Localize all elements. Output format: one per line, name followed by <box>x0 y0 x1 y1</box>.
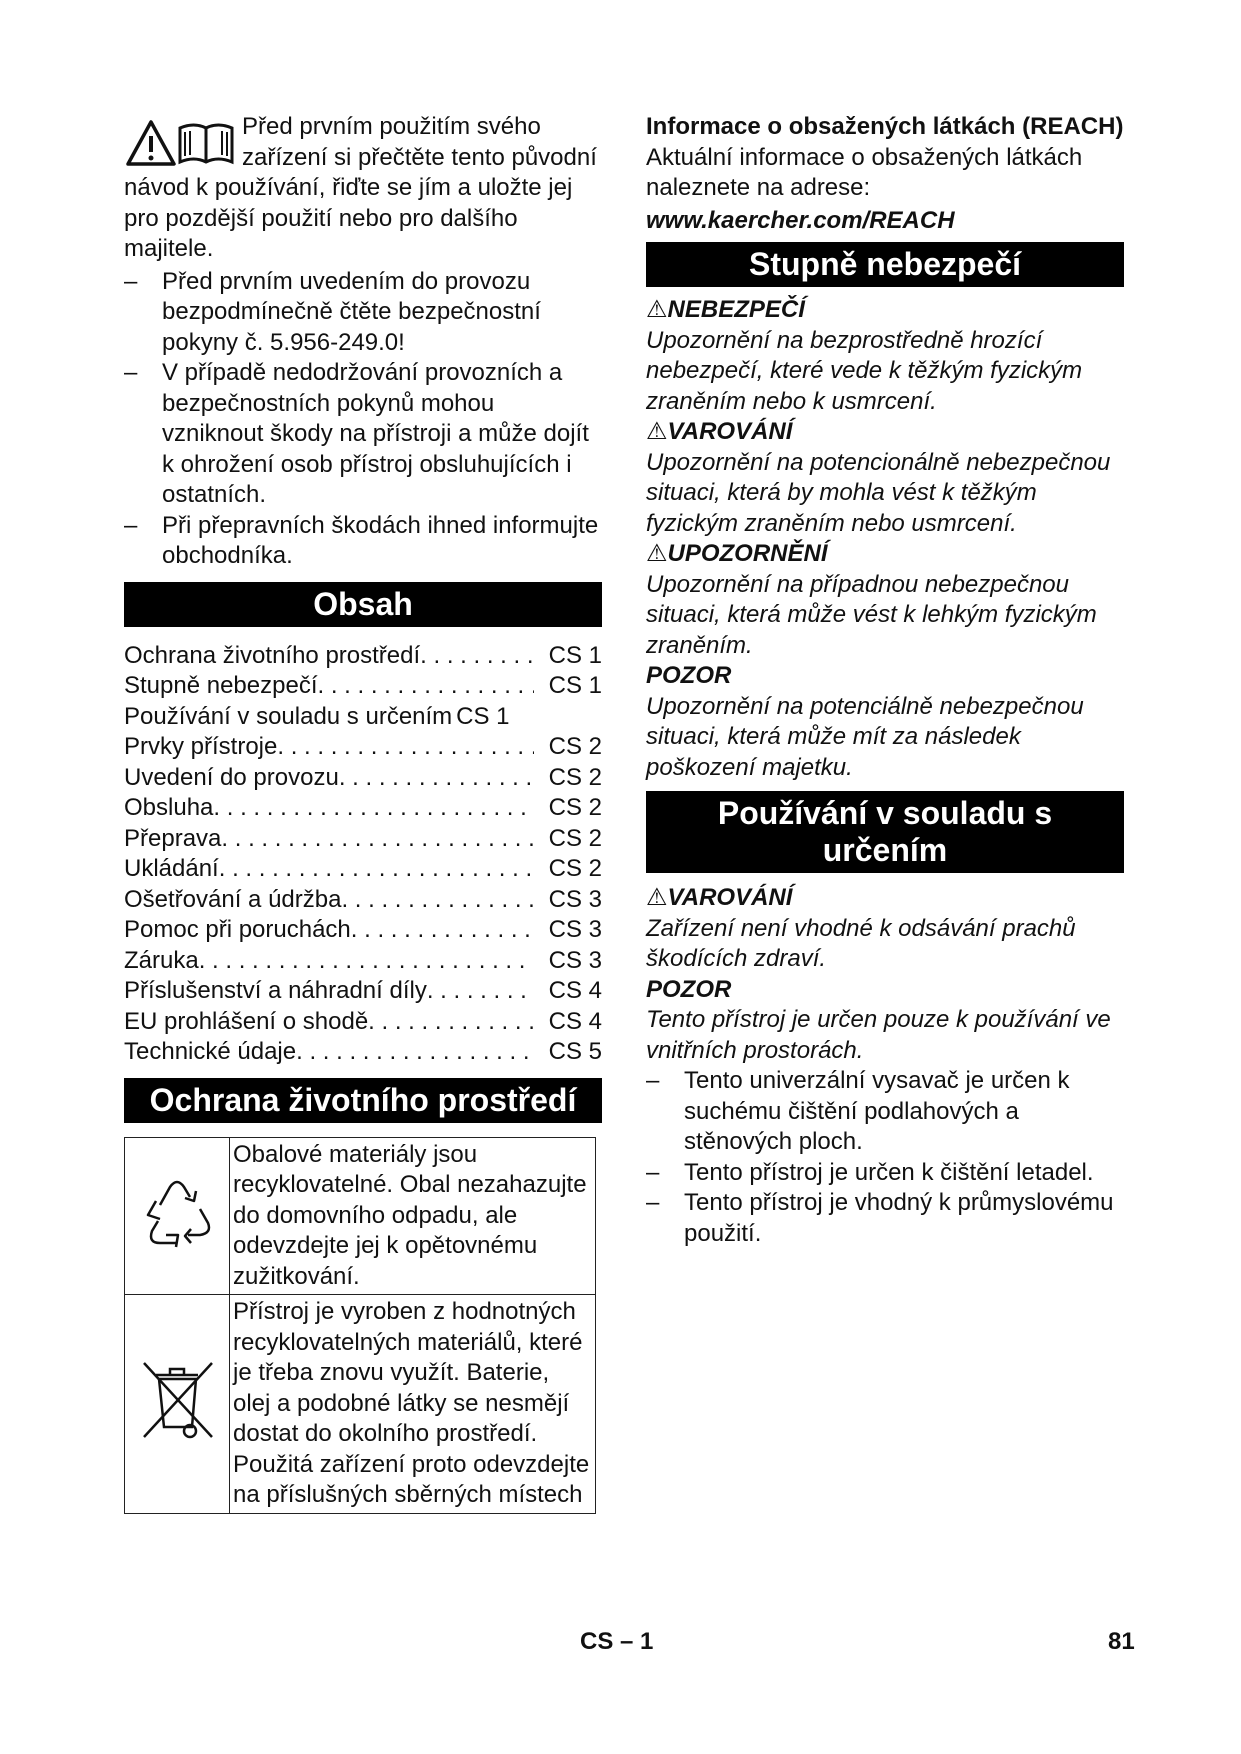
toc-title: EU prohlášení o shodě <box>124 1007 369 1035</box>
toc-page: CS 1 <box>456 702 510 730</box>
toc-page: CS 5 <box>548 1038 602 1065</box>
toc-entry[interactable] <box>124 793 602 824</box>
toc-title: Technické údaje <box>124 1038 297 1065</box>
toc-leader <box>339 763 534 794</box>
toc-page: CS 3 <box>548 946 602 974</box>
toc-leader <box>368 1007 534 1038</box>
danger-level-notice <box>646 661 1124 783</box>
table-row <box>125 1137 596 1295</box>
signal-word: UPOZORNĚNÍ <box>667 540 828 567</box>
toc-page: CS 1 <box>548 672 602 699</box>
warning-triangle-icon: ⚠ <box>646 884 668 911</box>
toc-leader <box>420 641 534 672</box>
toc-page: CS 3 <box>548 885 602 913</box>
toc-leader <box>221 824 534 855</box>
toc-page: CS 2 <box>548 824 602 852</box>
toc-entry[interactable] <box>124 671 602 702</box>
signal-description: Tento přístroj je určen pouze k používání ve vnitřních prostorách. <box>646 1006 1111 1064</box>
signal-word: POZOR <box>646 975 732 1003</box>
danger-levels-heading: Stupně nebezpečí <box>646 242 1124 287</box>
section-page: – 1 <box>620 1628 654 1655</box>
toc-leader <box>341 885 534 916</box>
toc-leader <box>219 854 534 885</box>
signal-description: Upozornění na potenciálně nebezpečnou situaci, která může mít za následek poškození majetku. <box>646 692 1084 781</box>
disposal-text: Přístroj je vyroben z hodnotných recyklovatelných materiálů, které je třeba znovu využít. Baterie, olej a podobné látky se nesmějí dostat do okolního prostředí. Použitá zařízení proto odevzdejte na příslušných sběrných místech <box>230 1295 596 1514</box>
toc-title: Příslušenství a náhradní díly <box>124 977 427 1004</box>
toc-title: Pomoc při poruchách <box>124 916 351 943</box>
icon-cell <box>125 1295 230 1514</box>
toc-title: Ukládání <box>124 855 219 882</box>
signal-word: VAROVÁNÍ <box>667 884 793 911</box>
toc-entry[interactable] <box>124 976 602 1007</box>
toc-entry[interactable] <box>124 824 602 855</box>
warning-and-manual-icon <box>124 116 236 168</box>
toc-leader <box>213 793 534 824</box>
intro-bullet-list <box>124 267 602 572</box>
toc-leader <box>351 915 534 946</box>
icon-cell <box>125 1137 230 1295</box>
toc-entry[interactable] <box>124 641 602 672</box>
toc-leader <box>199 946 534 977</box>
danger-level-warning <box>646 417 1124 539</box>
right-column <box>646 112 1124 1249</box>
toc-page: CS 1 <box>548 641 602 669</box>
intro-block <box>124 112 602 265</box>
signal-description: Upozornění na případnou nebezpečnou situaci, která může vést k lehkým fyzickým zraněním. <box>646 570 1097 659</box>
signal-description: Upozornění na potencionálně nebezpečnou situaci, která by mohla vést k těžkým fyzickým zraněním nebo usmrcení. <box>646 448 1111 537</box>
danger-level-danger <box>646 295 1124 417</box>
warning-triangle-icon: ⚠ <box>646 540 668 567</box>
toc-title: Ochrana životního prostředí <box>124 641 421 669</box>
warning-triangle-icon: ⚠ <box>646 418 668 445</box>
toc-entry[interactable] <box>124 915 602 946</box>
toc-page: CS 2 <box>548 733 602 760</box>
recycling-icon <box>130 1165 224 1259</box>
toc-page: CS 3 <box>548 916 602 943</box>
left-column <box>124 112 602 1514</box>
toc-title: Ošetřování a údržba <box>124 885 342 913</box>
warning-triangle-icon: ⚠ <box>646 296 668 323</box>
section-code: CS <box>580 1628 614 1655</box>
signal-word: POZOR <box>646 662 732 689</box>
toc-title: Záruka <box>124 946 199 974</box>
intended-use-warning <box>646 883 1124 975</box>
intended-use-caution <box>646 975 1124 1067</box>
recycling-text: Obalové materiály jsou recyklovatelné. Obal nezahazujte do domovního odpadu, ale odevzdejte jej k opětovnému zužitkování. <box>230 1137 596 1295</box>
toc-entry[interactable] <box>124 885 602 916</box>
table-row <box>125 1295 596 1514</box>
toc-page: CS 4 <box>548 1007 602 1035</box>
list-item: – Tento přístroj je určen k čištění letadel. <box>646 1158 1124 1189</box>
list-item: – Tento přístroj je vhodný k průmyslovému použití. <box>646 1188 1124 1249</box>
intended-use-heading: Používání v souladu s určením <box>646 791 1124 873</box>
signal-word: NEBEZPEČÍ <box>667 296 805 323</box>
toc-leader <box>277 732 534 763</box>
signal-description: Upozornění na bezprostředně hrozící nebezpečí, které vede k těžkým fyzickým zraněním nebo k usmrcení. <box>646 326 1083 415</box>
toc-entry[interactable] <box>124 1037 602 1068</box>
toc-title: Obsluha <box>124 794 214 821</box>
list-item: – Tento univerzální vysavač je určen k suchému čištění podlahových a stěnových ploch. <box>646 1066 1124 1158</box>
table-of-contents <box>124 641 602 1068</box>
toc-leader <box>427 976 534 1007</box>
section-page-label <box>580 1628 653 1656</box>
contents-heading: Obsah <box>124 582 602 627</box>
environment-heading: Ochrana životního prostředí <box>124 1078 602 1123</box>
toc-entry[interactable] <box>124 854 602 885</box>
toc-page: CS 4 <box>548 977 602 1004</box>
danger-level-caution <box>646 539 1124 661</box>
reach-text: Aktuální informace o obsažených látkách naleznete na adrese: <box>646 143 1083 201</box>
crossed-bin-icon <box>130 1345 224 1455</box>
toc-leader <box>296 1037 534 1068</box>
reach-link[interactable]: www.kaercher.com/REACH <box>646 206 955 234</box>
list-item: – Před prvním uvedením do provozu bezpodmínečně čtěte bezpečnostní pokyny č. 5.956-249.0! <box>124 267 602 359</box>
intro-text: Před prvním použitím svého zařízení si přečtěte tento původní návod k používání, řiďte se jím a uložte jej pro pozdější použití nebo pro dalšího majitele. <box>124 113 597 262</box>
environment-table <box>124 1137 596 1514</box>
toc-title: Prvky přístroje <box>124 733 278 760</box>
signal-word: VAROVÁNÍ <box>667 418 793 445</box>
page-number: 81 <box>1108 1628 1135 1655</box>
list-item: – Při přepravních škodách ihned informujte obchodníka. <box>124 511 602 572</box>
toc-title: Stupně nebezpečí <box>124 672 318 699</box>
toc-entry[interactable] <box>124 702 602 733</box>
toc-title: Přeprava <box>124 824 222 852</box>
list-item: – V případě nedodržování provozních a bezpečnostních pokynů mohou vzniknout škody na přístroji a může dojít k ohrožení osob přístroj obsluhujících i ostatních. <box>124 358 602 511</box>
signal-description: Zařízení není vhodné k odsávání prachů škodících zdraví. <box>646 914 1076 972</box>
toc-page: CS 2 <box>548 763 602 791</box>
reach-title: Informace o obsažených látkách (REACH) <box>646 113 1124 140</box>
toc-entry[interactable] <box>124 946 602 977</box>
toc-page: CS 2 <box>548 855 602 882</box>
toc-entry[interactable] <box>124 763 602 794</box>
toc-entry[interactable] <box>124 732 602 763</box>
toc-page: CS 2 <box>548 794 602 821</box>
toc-title: Uvedení do provozu <box>124 763 339 791</box>
intended-use-list <box>646 1066 1124 1249</box>
toc-title: Používání v souladu s určením <box>124 702 453 730</box>
toc-leader <box>318 671 535 702</box>
toc-entry[interactable] <box>124 1007 602 1038</box>
